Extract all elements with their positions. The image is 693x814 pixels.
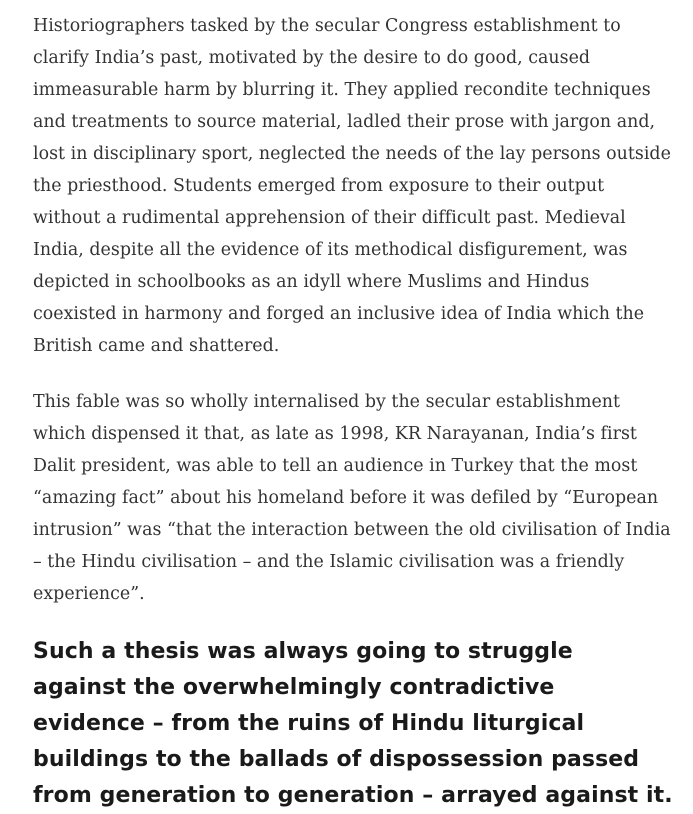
article-paragraph-1: Historiographers tasked by the secular Congress establishment to clarify India’s past, motivated by the desire to do good, caused immeasurable harm by blurring it. They applied recondite techniques and treatments to source material, ladled their prose with jargon and, lost in disciplinary sport, neglected the needs of the lay persons outside the priesthood. Students emerged from exposure to their output without a rudimental apprehension of their difficult past. Medieval India, despite all the evidence of its methodical disfigurement, was depicted in schoolbooks as an idyll where Muslims and Hindus coexisted in harmony and forged an inclusive idea of India which the British came and shattered. bbox=[33, 16, 671, 356]
pull-quote: Such a thesis was always going to struggle against the overwhelmingly contradictive evidence – from the ruins of Hindu liturgical buildings to the ballads of dispossession passed from generation to generation – arrayed against it. bbox=[33, 639, 673, 808]
article-paragraph-2: This fable was so wholly internalised by the secular establishment which dispensed it that, as late as 1998, KR Narayanan, India’s first Dalit president, was able to tell an audience in Turkey that the most “amazing fact” about his homeland before it was defiled by “European intrusion” was “that the interaction between the old civilisation of India – the Hindu civilisation – and the Islamic civilisation was a friendly experience”. bbox=[33, 392, 671, 604]
article-body bbox=[33, 10, 673, 814]
